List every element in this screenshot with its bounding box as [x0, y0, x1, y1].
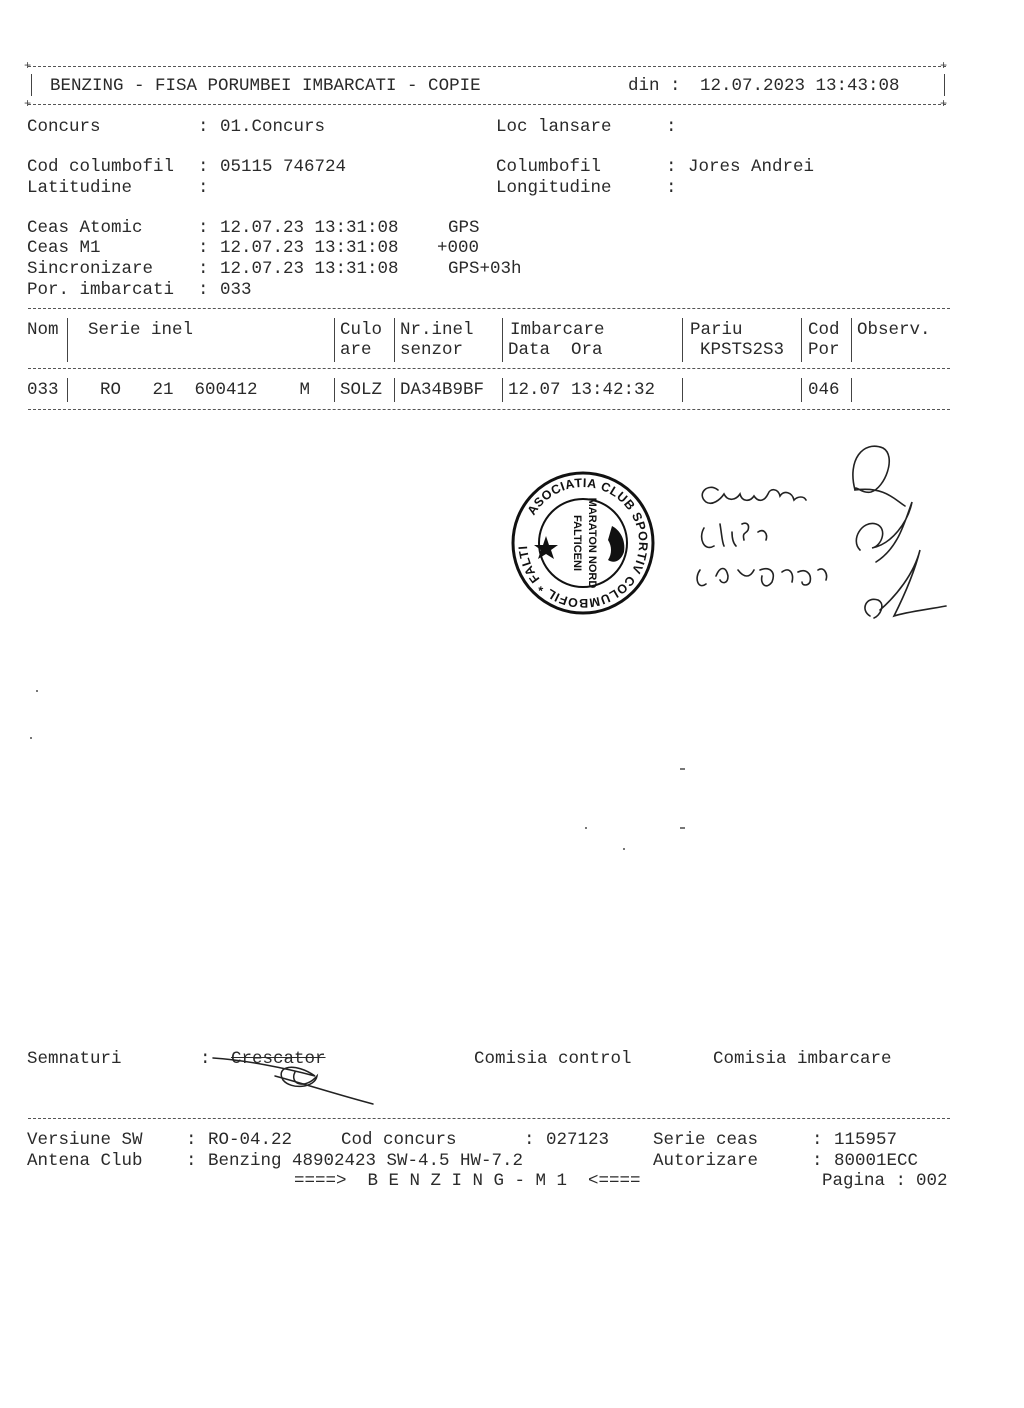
col-sep	[851, 378, 852, 402]
semnaturi-label: Semnaturi	[27, 1049, 122, 1069]
pagina-label-text: Pagina	[822, 1171, 886, 1191]
scan-speck	[623, 848, 625, 850]
longitudine-label: Longitudine	[496, 178, 612, 198]
document-title: BENZING - FISA PORUMBEI IMBARCATI - COPIE	[50, 76, 481, 96]
col-sep	[851, 318, 852, 362]
ceas-m1-value: 12.07.23 13:31:08	[220, 238, 399, 258]
colon: :	[198, 117, 209, 137]
col-sep	[334, 318, 335, 362]
colon: :	[198, 178, 209, 198]
columbofil-label: Columbofil	[496, 157, 602, 177]
pagina-label: Pagina :	[822, 1171, 907, 1191]
commission-signatures	[690, 420, 960, 640]
col-sep	[394, 318, 395, 362]
print-datetime: 12.07.2023 13:43:08	[700, 76, 900, 96]
din-label-text: din	[628, 76, 660, 96]
pagina-value: 002	[916, 1171, 948, 1191]
colon: :	[812, 1151, 823, 1171]
colon: :	[198, 259, 209, 279]
colon: :	[200, 1049, 211, 1069]
colon: :	[198, 238, 209, 258]
ceas-atomic-source: GPS	[448, 218, 480, 238]
scan-speck	[680, 768, 685, 770]
col-sep	[67, 378, 68, 402]
colon: :	[186, 1151, 197, 1171]
comisia-control-label: Comisia control	[474, 1049, 632, 1069]
scan-speck	[36, 690, 38, 692]
scan-speck	[30, 737, 32, 739]
concurs-label: Concurs	[27, 117, 101, 137]
th-pariu-1: Pariu	[690, 320, 743, 340]
colon: :	[666, 178, 677, 198]
stamp-center-line-1: MARATON NORD	[586, 497, 598, 589]
scan-speck	[585, 827, 587, 829]
benzing-banner: ====> B E N Z I N G - M 1 <====	[294, 1171, 641, 1191]
cod-concurs-label: Cod concurs	[341, 1130, 457, 1150]
stamp-star-icon	[534, 536, 558, 559]
colon: :	[666, 117, 677, 137]
col-sep	[801, 378, 802, 402]
versiune-sw-value: RO-04.22	[208, 1130, 293, 1150]
col-sep	[502, 318, 503, 362]
col-sep	[67, 318, 68, 362]
cod-concurs-value: 027123	[546, 1130, 610, 1150]
th-observ: Observ.	[857, 320, 931, 340]
table-top-rule	[28, 308, 950, 309]
comisia-imbarcare-label: Comisia imbarcare	[713, 1049, 892, 1069]
th-cod-por-1: Cod	[808, 320, 840, 340]
ceas-atomic-value: 12.07.23 13:31:08	[220, 218, 399, 238]
por-imbarcati-value: 033	[220, 280, 252, 300]
header-bottom-rule	[28, 104, 946, 105]
th-serie-inel: Serie inel	[88, 320, 194, 340]
corner-mark: +	[24, 59, 32, 73]
table-bottom-rule	[28, 409, 950, 410]
corner-mark: +	[24, 97, 32, 111]
corner-mark: +	[940, 59, 948, 73]
cell-culoare: SOLZ	[340, 380, 383, 400]
cell-serie-inel: RO 21 600412 M	[100, 380, 311, 400]
crescator-signature	[205, 1040, 385, 1110]
stamp-center-line-2: FALTICENI	[571, 514, 583, 572]
cell-nom: 033	[27, 380, 59, 400]
th-imbarcare-1: Imbarcare	[510, 320, 605, 340]
club-stamp	[503, 457, 658, 618]
serie-ceas-label: Serie ceas	[653, 1130, 759, 1150]
antena-club-value: Benzing 48902423 SW-4.5 HW-7.2	[208, 1151, 524, 1171]
antena-club-label: Antena Club	[27, 1151, 143, 1171]
sincronizare-source: GPS+03h	[448, 259, 522, 279]
colon: :	[186, 1130, 197, 1150]
ceas-atomic-label: Ceas Atomic	[27, 218, 143, 238]
th-culoare-1: Culo	[340, 320, 383, 340]
sincronizare-label: Sincronizare	[27, 259, 154, 279]
latitudine-label: Latitudine	[27, 178, 133, 198]
crescator-label: Crescator	[231, 1049, 326, 1069]
colon: :	[524, 1130, 535, 1150]
stamp-ring-text: ASOCIATIA CLUB SPORTIV COLUMBOFIL * FALTICENI *	[503, 457, 651, 611]
col-sep	[502, 378, 503, 402]
loc-lansare-label: Loc lansare	[496, 117, 612, 137]
header-right-bar	[944, 74, 945, 96]
header-left-bar	[31, 74, 32, 96]
cell-nr-inel: DA34B9BF	[400, 380, 485, 400]
footer-rule	[28, 1118, 950, 1119]
versiune-sw-label: Versiune SW	[27, 1130, 143, 1150]
colon: :	[198, 157, 209, 177]
th-imbarcare-2: Data Ora	[508, 340, 603, 360]
din-label: din :	[628, 76, 692, 96]
por-imbarcati-label: Por. imbarcati	[27, 280, 175, 300]
th-nr-inel-2: senzor	[400, 340, 464, 360]
colon: :	[812, 1130, 823, 1150]
cod-columbofil-value: 05115 746724	[220, 157, 347, 177]
colon: :	[198, 218, 209, 238]
scan-speck	[680, 827, 685, 829]
ceas-m1-offset: +000	[437, 238, 480, 258]
sincronizare-value: 12.07.23 13:31:08	[220, 259, 399, 279]
ceas-m1-label: Ceas M1	[27, 238, 101, 258]
table-header-rule	[28, 368, 950, 369]
col-sep	[682, 378, 683, 402]
th-pariu-2: KPSTS2S3	[700, 340, 785, 360]
th-nom: Nom	[27, 320, 59, 340]
autorizare-label: Autorizare	[653, 1151, 759, 1171]
col-sep	[394, 378, 395, 402]
stamp-pigeon-icon	[608, 526, 624, 562]
autorizare-value: 80001ECC	[834, 1151, 919, 1171]
cell-cod-por: 046	[808, 380, 840, 400]
serie-ceas-value: 115957	[834, 1130, 898, 1150]
colon: :	[198, 280, 209, 300]
cod-columbofil-label: Cod columbofil	[27, 157, 175, 177]
col-sep	[801, 318, 802, 362]
th-nr-inel-1: Nr.inel	[400, 320, 474, 340]
corner-mark: +	[940, 97, 948, 111]
th-cod-por-2: Por	[808, 340, 840, 360]
concurs-value: 01.Concurs	[220, 117, 326, 137]
colon: :	[666, 157, 677, 177]
th-culoare-2: are	[340, 340, 372, 360]
cell-imbarcare: 12.07 13:42:32	[508, 380, 656, 400]
col-sep	[682, 318, 683, 362]
columbofil-value: Jores Andrei	[688, 157, 815, 177]
col-sep	[334, 378, 335, 402]
header-top-rule	[28, 66, 946, 67]
